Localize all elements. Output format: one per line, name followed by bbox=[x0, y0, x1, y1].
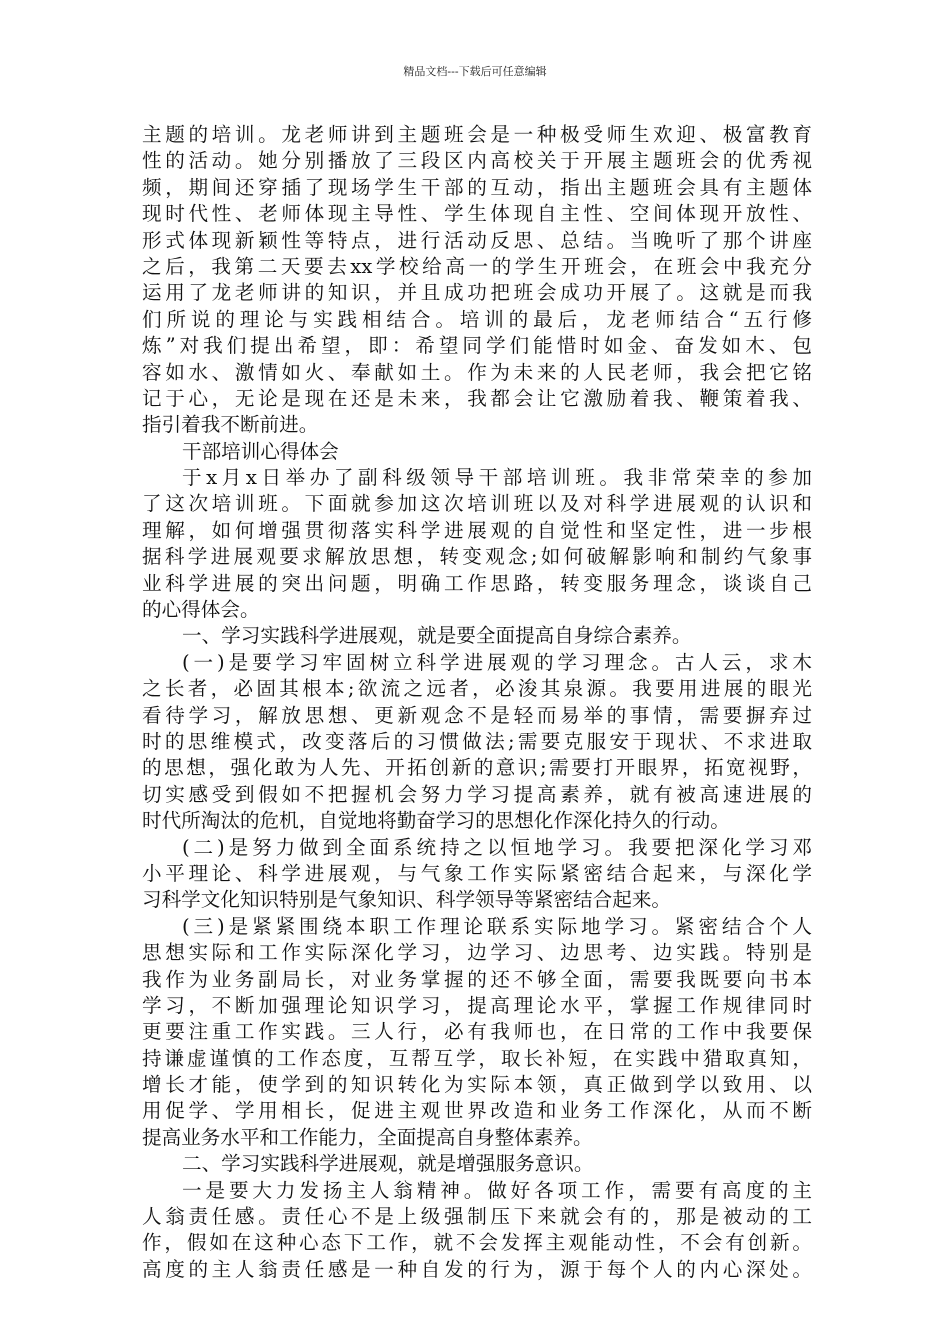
subheading: 二、学习实践科学进展观，就是增强服务意识。 bbox=[182, 1152, 594, 1176]
text-line: 我作为业务副局长，对业务掌握的还不够全面，需要我既要向书本 bbox=[142, 967, 812, 991]
text-line: 炼”对我们提出希望，即：希望同学们能惜时如金、奋发如木、包 bbox=[142, 334, 812, 358]
text-line: 记于心，无论是现在还是未来，我都会让它激励着我、鞭策着我、 bbox=[142, 386, 812, 410]
text-line: 习科学文化知识特别是气象知识、科学领导等紧密结合起来。 bbox=[142, 888, 672, 912]
text-line: 人翁责任感。责任心不是上级强制压下来就会有的，那是被动的工 bbox=[142, 1205, 812, 1229]
text-line: 提高业务水平和工作能力，全面提高自身整体素养。 bbox=[142, 1125, 593, 1149]
text-line: 据科学进展观要求解放思想，转变观念;如何破解影响和制约气象事 bbox=[142, 545, 812, 569]
text-line: 了这次培训班。下面就参加这次培训班以及对科学进展观的认识和 bbox=[142, 492, 812, 516]
text-line: 更要注重工作实践。三人行，必有我师也，在日常的工作中我要保 bbox=[142, 1020, 812, 1044]
text-line: 时的思维模式，改变落后的习惯做法;需要克服安于现状、不求进取 bbox=[142, 729, 812, 753]
page-header: 精品文档---下载后可任意编辑 bbox=[403, 65, 547, 78]
text-line: 之后，我第二天要去xx学校给高一的学生开班会，在班会中我充分 bbox=[142, 254, 812, 278]
text-line: 的心得体会。 bbox=[142, 598, 260, 622]
text-line: 指引着我不断前进。 bbox=[142, 413, 319, 437]
text-line: 小平理论、科学进展观，与气象工作实际紧密结合起来，与深化学 bbox=[142, 861, 812, 885]
text-line: 时代所淘汰的危机，自觉地将勤奋学习的思想化作深化持久的行动。 bbox=[142, 809, 730, 833]
text-line: 形式体现新颖性等特点，进行活动反思、总结。当晚听了那个讲座 bbox=[142, 228, 812, 252]
text-line: 频，期间还穿插了现场学生干部的互动，指出主题班会具有主题体 bbox=[142, 175, 812, 199]
text-line: 主题的培训。龙老师讲到主题班会是一种极受师生欢迎、极富教育 bbox=[142, 123, 812, 146]
text-line: 们所说的理论与实践相结合。培训的最后，龙老师结合“五行修 bbox=[142, 307, 812, 331]
text-line: 性的活动。她分别播放了三段区内高校关于开展主题班会的优秀视 bbox=[142, 149, 812, 173]
text-line: 看待学习，解放思想、更新观念不是轻而易举的事情，需要摒弃过 bbox=[142, 703, 812, 727]
text-line: 持谦虚谨慎的工作态度，互帮互学，取长补短，在实践中猎取真知， bbox=[142, 1046, 812, 1070]
text-line: 切实感受到假如不把握机会努力学习提高素养，就有被高速进展的 bbox=[142, 782, 812, 806]
text-line: 的思想，强化敢为人先、开拓创新的意识;需要打开眼界，拓宽视野， bbox=[142, 756, 812, 780]
text-line: 高度的主人翁责任感是一种自发的行为，源于每个人的内心深处。 bbox=[142, 1257, 812, 1281]
text-line: 业科学进展的突出问题，明确工作思路，转变服务理念，谈谈自己 bbox=[142, 571, 812, 595]
text-line: 一是要大力发扬主人翁精神。做好各项工作，需要有高度的主 bbox=[182, 1178, 812, 1202]
text-line: (一)是要学习牢固树立科学进展观的学习理念。古人云，求木 bbox=[182, 650, 812, 674]
text-line: 学习，不断加强理论知识学习，提高理论水平，掌握工作规律同时 bbox=[142, 993, 812, 1017]
text-line: 用促学、学用相长，促进主观世界改造和业务工作深化，从而不断 bbox=[142, 1099, 812, 1123]
text-line: (三)是紧紧围绕本职工作理论联系实际地学习。紧密结合个人 bbox=[182, 914, 812, 938]
section-heading: 干部培训心得体会 bbox=[182, 439, 339, 463]
text-line: 于x月x日举办了副科级领导干部培训班。我非常荣幸的参加 bbox=[182, 466, 812, 490]
text-line: 增长才能，使学到的知识转化为实际本领，真正做到学以致用、以 bbox=[142, 1073, 812, 1097]
text-line: (二)是努力做到全面系统持之以恒地学习。我要把深化学习邓 bbox=[182, 835, 812, 859]
text-line: 思想实际和工作实际深化学习，边学习、边思考、边实践。特别是 bbox=[142, 941, 812, 965]
text-line: 之长者，必固其根本;欲流之远者，必浚其泉源。我要用进展的眼光 bbox=[142, 677, 812, 701]
document-body bbox=[142, 122, 812, 1283]
text-line: 现时代性、老师体现主导性、学生体现自主性、空间体现开放性、 bbox=[142, 202, 812, 226]
subheading: 一、学习实践科学进展观，就是要全面提高自身综合素养。 bbox=[182, 624, 692, 648]
text-line: 作，假如在这种心态下工作，就不会发挥主观能动性，不会有创新。 bbox=[142, 1231, 812, 1255]
text-line: 运用了龙老师讲的知识，并且成功把班会成功开展了。这就是而我 bbox=[142, 281, 812, 305]
text-line: 理解，如何增强贯彻落实科学进展观的自觉性和坚定性，进一步根 bbox=[142, 518, 812, 542]
text-line: 容如水、激情如火、奉献如土。作为未来的人民老师，我会把它铭 bbox=[142, 360, 812, 384]
